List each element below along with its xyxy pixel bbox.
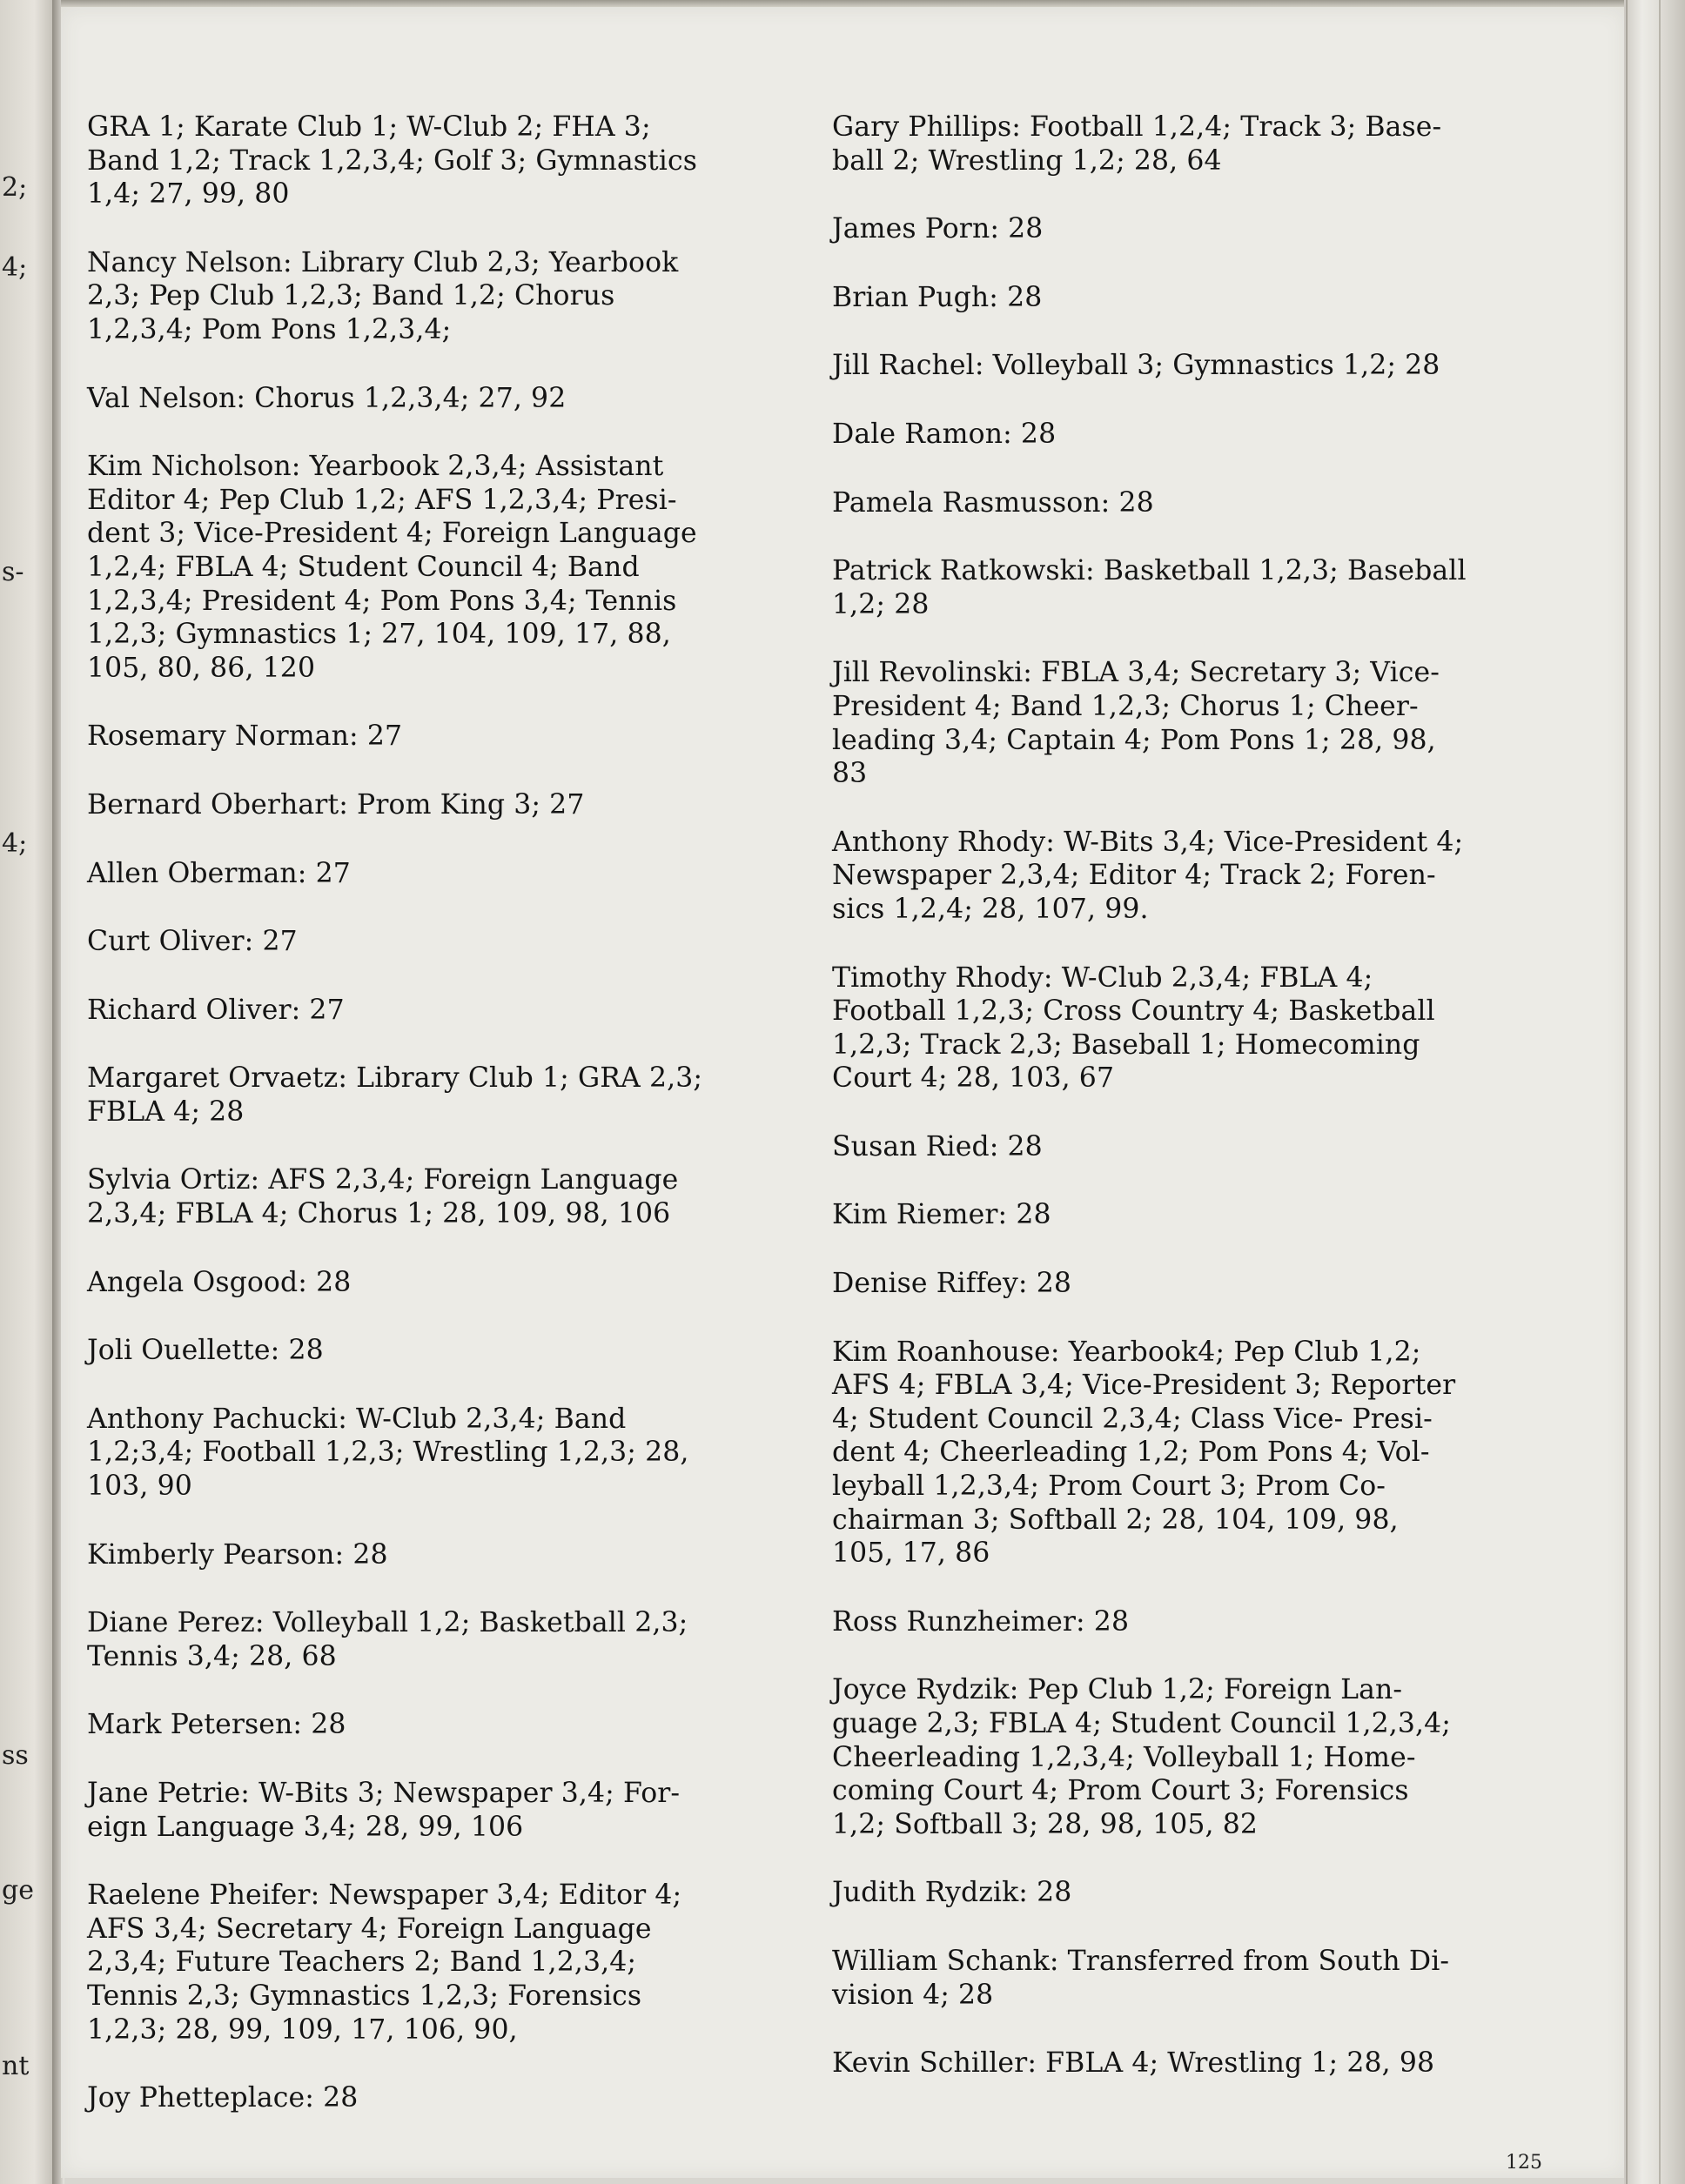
index-entry: Nancy Nelson: Library Club 2,3; Yearbook 2,3; Pep Club 1,2,3; Band 1,2; Chorus 1,2,3,4; Pom Pons 1,2,3,4; bbox=[87, 246, 679, 345]
index-entry: Joli Ouellette: 28 bbox=[87, 1335, 324, 1367]
index-entry: Jill Rachel: Volleyball 3; Gymnastics 1,2; 28 bbox=[832, 350, 1440, 382]
index-entry: Sylvia Ortiz: AFS 2,3,4; Foreign Language 2,3,4; FBLA 4; Chorus 1; 28, 109, 98, 106 bbox=[87, 1164, 679, 1230]
index-entry: Allen Oberman: 27 bbox=[87, 857, 351, 889]
index-entry: Denise Riffey: 28 bbox=[832, 1268, 1072, 1300]
previous-page-edge bbox=[0, 0, 57, 2184]
previous-page-fragment: nt bbox=[2, 2051, 30, 2081]
page-number: 125 bbox=[1506, 2152, 1542, 2174]
previous-page-fragment: ge bbox=[2, 1875, 34, 1906]
index-entry: Diane Perez: Volleyball 1,2; Basketball 2,3; Tennis 3,4; 28, 68 bbox=[87, 1607, 688, 1672]
index-entry: Margaret Orvaetz: Library Club 1; GRA 2,3; FBLA 4; 28 bbox=[87, 1062, 703, 1128]
index-column-right bbox=[832, 111, 1528, 2115]
index-entry: Rosemary Norman: 27 bbox=[87, 720, 403, 753]
index-entry: Raelene Pheifer: Newspaper 3,4; Editor 4; AFS 3,4; Secretary 4; Foreign Language 2,3,4; Future Teachers 2; Band 1,2,3,4; Tennis 2,3; Gymnastics 1,2,3; Forensics 1,2,3; 28, 99, 109, 17, 106, 90, bbox=[87, 1879, 682, 2046]
index-entry: Brian Pugh: 28 bbox=[832, 281, 1043, 313]
previous-page-fragment: s- bbox=[2, 557, 24, 587]
index-entry: Ross Runzheimer: 28 bbox=[832, 1605, 1130, 1638]
index-entry: William Schank: Transferred from South Di- vision 4; 28 bbox=[832, 1945, 1450, 2011]
index-entry: Dale Ramon: 28 bbox=[832, 418, 1057, 450]
index-entry: Jane Petrie: W-Bits 3; Newspaper 3,4; For- eign Language 3,4; 28, 99, 106 bbox=[87, 1778, 681, 1843]
index-entry: Joyce Rydzik: Pep Club 1,2; Foreign Lan- guage 2,3; FBLA 4; Student Council 1,2,3,4; Cheerleading 1,2,3,4; Volleyball 1; Home- coming Court 4; Prom Court 3; Forensics 1,2; Softball 3; 28, 98, 105, 82 bbox=[832, 1674, 1451, 1840]
index-entry: Susan Ried: 28 bbox=[832, 1130, 1043, 1162]
index-entry: Anthony Pachucki: W-Club 2,3,4; Band 1,2;3,4; Football 1,2,3; Wrestling 1,2,3; 28, 103, 90 bbox=[87, 1403, 689, 1503]
index-entry: James Porn: 28 bbox=[832, 213, 1044, 245]
previous-page-fragment: 2; bbox=[2, 172, 28, 203]
index-entry: Angela Osgood: 28 bbox=[87, 1266, 352, 1298]
index-entry: Gary Phillips: Football 1,2,4; Track 3; Base- ball 2; Wrestling 1,2; 28, 64 bbox=[832, 111, 1442, 177]
index-entry: Judith Rydzik: 28 bbox=[832, 1877, 1072, 1909]
index-entry: Joy Phetteplace: 28 bbox=[87, 2082, 359, 2114]
index-entry: Kevin Schiller: FBLA 4; Wrestling 1; 28, 98 bbox=[832, 2047, 1435, 2080]
index-entry: Timothy Rhody: W-Club 2,3,4; FBLA 4; Football 1,2,3; Cross Country 4; Basketball 1,2,3; Track 2,3; Baseball 1; Homecoming Court 4; 28, 103, 67 bbox=[832, 961, 1435, 1095]
edge-line bbox=[1626, 0, 1628, 2184]
index-entry: Mark Petersen: 28 bbox=[87, 1709, 346, 1741]
book-cover-edge bbox=[1624, 0, 1685, 2184]
previous-page-fragment: 4; bbox=[2, 828, 28, 859]
index-entry: Anthony Rhody: W-Bits 3,4; Vice-President 4; Newspaper 2,3,4; Editor 4; Track 2; Foren- sics 1,2,4; 28, 107, 99. bbox=[832, 826, 1464, 925]
index-entry: Curt Oliver: 27 bbox=[87, 926, 298, 958]
index-entry: Kimberly Pearson: 28 bbox=[87, 1538, 388, 1571]
index-entry: Bernard Oberhart: Prom King 3; 27 bbox=[87, 788, 585, 821]
index-entry: Kim Roanhouse: Yearbook4; Pep Club 1,2; AFS 4; FBLA 3,4; Vice-President 3; Reporter 4; Student Council 2,3,4; Class Vice- Presi- dent 4; Cheerleading 1,2; Pom Pons 4; Vol- leyball 1,2,3,4; Prom Court 3; Prom Co- chairman 3; Softball 2; 28, 104, 109, 98, 105, 17, 86 bbox=[832, 1336, 1456, 1570]
index-entry: Pamela Rasmusson: 28 bbox=[832, 486, 1154, 519]
previous-page-fragment: 4; bbox=[2, 252, 28, 283]
index-entry: Richard Oliver: 27 bbox=[87, 994, 345, 1026]
index-entry: Jill Revolinski: FBLA 3,4; Secretary 3; Vice- President 4; Band 1,2,3; Chorus 1; Cheer- leading 3,4; Captain 4; Pom Pons 1; 28, 98, 83 bbox=[832, 657, 1440, 790]
index-entry: Patrick Ratkowski: Basketball 1,2,3; Baseball 1,2; 28 bbox=[832, 555, 1467, 620]
index-entry: Kim Nicholson: Yearbook 2,3,4; Assistant Editor 4; Pep Club 1,2; AFS 1,2,3,4; Presi- dent 3; Vice-President 4; Foreign Language 1,2,4; FBLA 4; Student Council 4; Band 1,2,3,4; President 4; Pom Pons 3,4; Tennis 1,2,3; Gymnastics 1; 27, 104, 109, 17, 88, 105, 80, 86, 120 bbox=[87, 451, 697, 684]
index-entry: Val Nelson: Chorus 1,2,3,4; 27, 92 bbox=[87, 382, 567, 414]
edge-line bbox=[1659, 0, 1661, 2184]
index-entry: GRA 1; Karate Club 1; W-Club 2; FHA 3; Band 1,2; Track 1,2,3,4; Golf 3; Gymnastics 1,4; 27, 99, 80 bbox=[87, 111, 697, 211]
previous-page-fragment: ss bbox=[2, 1740, 29, 1771]
index-entry: Kim Riemer: 28 bbox=[832, 1199, 1051, 1231]
index-column-left bbox=[87, 111, 749, 2150]
